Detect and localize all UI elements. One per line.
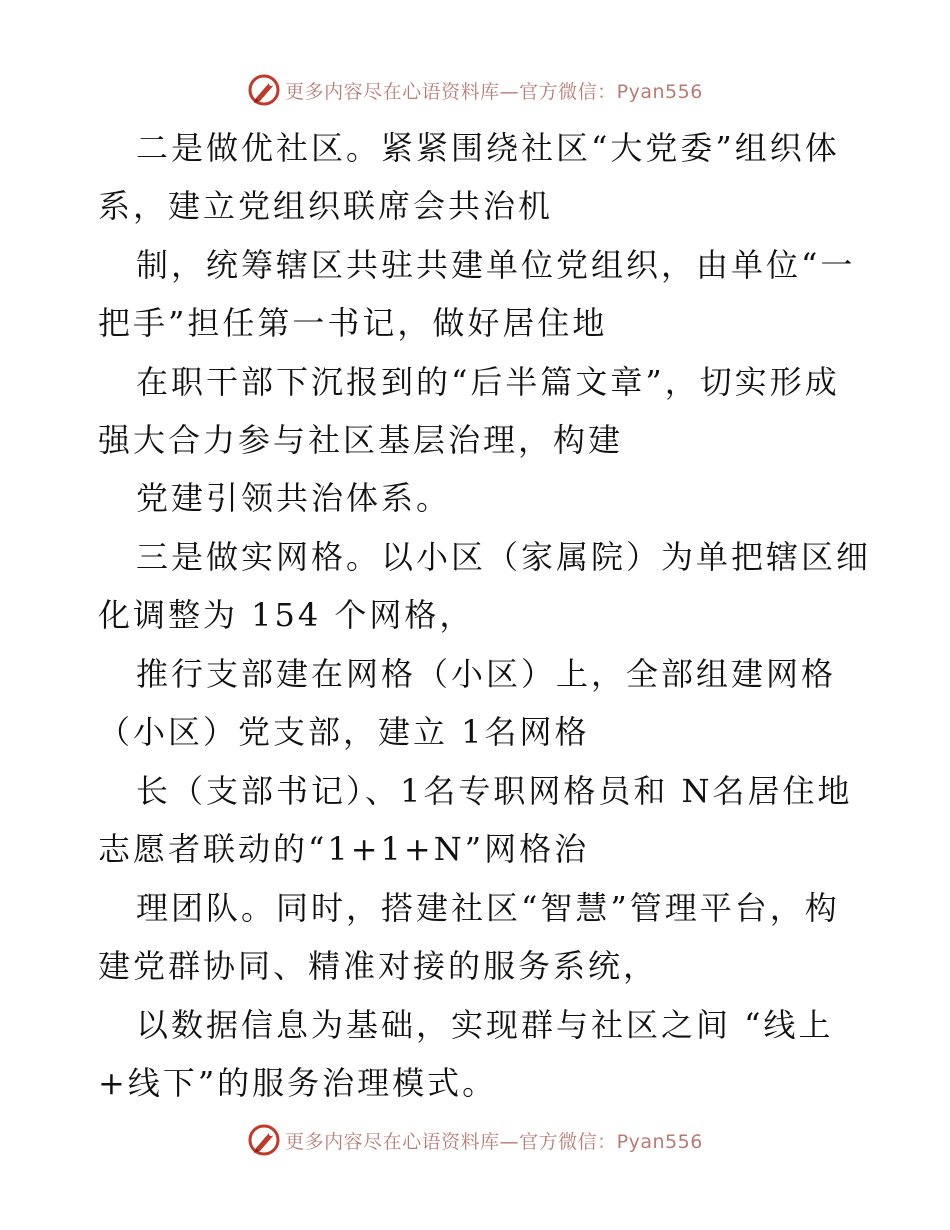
red-pen-logo-icon [247,1123,281,1157]
text-line: 把手”担任第一书记，做好居住地 [98,304,608,342]
text-line: 志愿者联动的“1+1+N”网格治 [98,830,590,868]
text-line: 系，建立党组织联席会共治机 [98,187,554,225]
header-banner [0,70,950,110]
text-line: 三是做实网格。以小区（家属院）为单把辖区细 [136,538,872,576]
text-line: 以数据信息为基础，实现群与社区之间 “线上 [136,1006,834,1044]
text-line: 二是做优社区。紧紧围绕社区“大党委”组织体 [136,129,840,167]
footer-banner [0,1120,950,1160]
text-line: 强大合力参与社区基层治理，构建 [98,421,624,459]
text-line: （小区）党支部，建立 1名网格 [98,713,590,751]
red-pen-logo-icon [247,73,281,107]
text-line: 理团队。同时，搭建社区“智慧”管理平台，构 [136,889,840,927]
text-line: 制，统筹辖区共驻共建单位党组织，由单位“一 [136,246,856,284]
text-line: 推行支部建在网格（小区）上，全部组建网格 [136,655,837,693]
header-banner-text: 更多内容尽在心语资料库—官方微信：Pyan556 [285,80,703,103]
text-line: +线下”的服务治理模式。 [98,1064,498,1102]
text-line: 在职干部下沉报到的“后半篇文章”，切实形成 [136,363,840,401]
text-line: 党建引领共治体系。 [136,479,452,517]
text-line: 长（支部书记）、1名专职网格员和 N名居住地 [136,772,853,810]
text-line: 化调整为 154 个网格， [98,596,475,634]
footer-banner-text: 更多内容尽在心语资料库—官方微信：Pyan556 [285,1130,703,1153]
text-line: 建党群协同、精准对接的服务系统， [98,947,659,985]
